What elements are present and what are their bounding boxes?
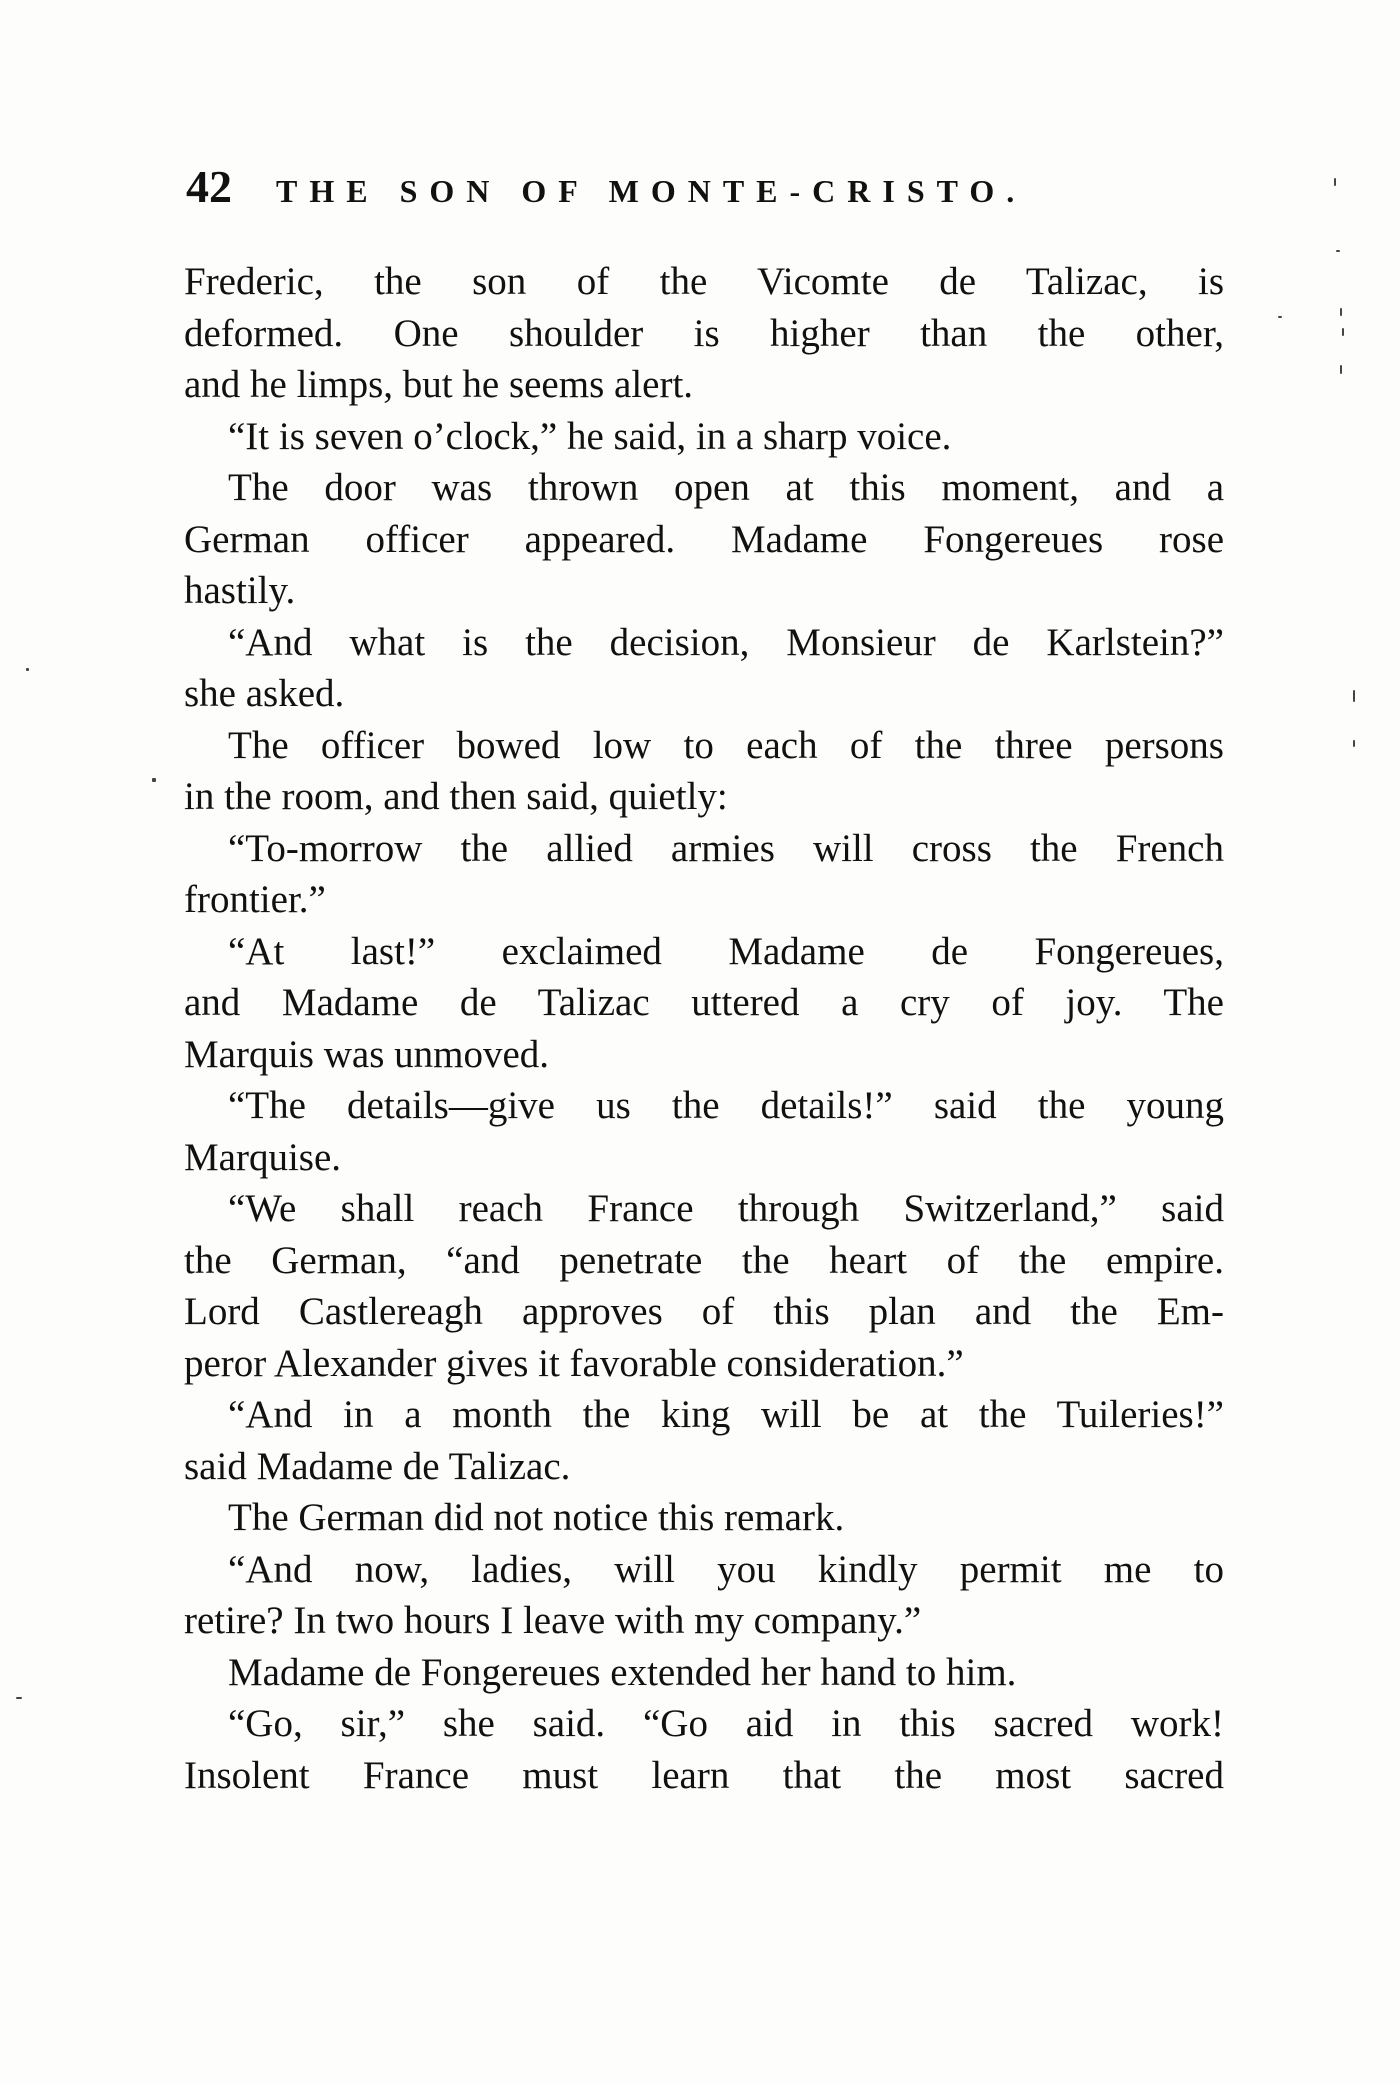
text-line: “The details—give us the details!” said the young: [228, 1084, 1224, 1127]
running-title: THE SON OF MONTE-CRISTO.: [276, 173, 1027, 209]
text-line: “And now, ladies, will you kindly permit me to: [228, 1547, 1224, 1591]
text-line: Marquis was unmoved.: [184, 1032, 550, 1076]
scan-speck: [1353, 740, 1355, 747]
body-text: [184, 256, 1224, 1801]
text-line: The German did not notice this remark.: [228, 1496, 845, 1539]
scan-speck: [1342, 328, 1344, 336]
text-line: “And in a month the king will be at the Tuileries!”: [228, 1393, 1224, 1436]
text-line: Marquise.: [184, 1135, 342, 1179]
text-line: “And what is the decision, Monsieur de Karlstein?”: [228, 620, 1224, 664]
text-line: and he limps, but he seems alert.: [184, 363, 694, 406]
text-line: Lord Castlereagh approves of this plan and the Em-: [184, 1290, 1224, 1333]
scan-speck: [152, 778, 156, 782]
text-line: peror Alexander gives it favorable consideration.”: [184, 1341, 964, 1385]
scan-speck: [1353, 690, 1355, 702]
text-line: hastily.: [184, 569, 296, 612]
text-line: “To-morrow the allied armies will cross the French: [228, 826, 1224, 870]
page-number: 42: [186, 161, 232, 212]
scan-speck: [1278, 316, 1282, 318]
scan-speck: [1340, 365, 1342, 374]
text-line: Madame de Fongereues extended her hand to him.: [228, 1650, 1017, 1694]
text-line: “At last!” exclaimed Madame de Fongereues,: [228, 929, 1224, 973]
scan-speck: [26, 668, 29, 671]
text-line: “We shall reach France through Switzerland,” said: [228, 1187, 1224, 1230]
scan-speck: [1334, 178, 1336, 186]
text-line: Frederic, the son of the Vicomte de Talizac, is: [184, 260, 1224, 303]
text-line: frontier.”: [184, 878, 326, 921]
scan-speck: [1336, 250, 1340, 252]
text-line: “It is seven o’clock,” he said, in a sharp voice.: [228, 414, 952, 458]
text-line: she asked.: [184, 672, 345, 715]
page-header: [186, 160, 1236, 220]
text-line: The door was thrown open at this moment, and a: [228, 466, 1224, 509]
scan-speck: [1340, 308, 1342, 316]
text-line: the German, “and penetrate the heart of the empire.: [184, 1238, 1224, 1282]
scan-speck: [16, 1697, 22, 1699]
text-line: in the room, and then said, quietly:: [184, 775, 728, 818]
text-line: retire? In two hours I leave with my company.”: [184, 1599, 922, 1642]
text-line: German officer appeared. Madame Fongereues rose: [184, 517, 1224, 561]
text-line: said Madame de Talizac.: [184, 1444, 571, 1488]
text-line: and Madame de Talizac uttered a cry of joy. The: [184, 981, 1224, 1024]
text-line: deformed. One shoulder is higher than the other,: [184, 311, 1224, 355]
text-line: “Go, sir,” she said. “Go aid in this sacred work!: [228, 1702, 1224, 1745]
text-line: Insolent France must learn that the most sacred: [184, 1753, 1224, 1797]
text-line: The officer bowed low to each of the three persons: [228, 723, 1224, 767]
